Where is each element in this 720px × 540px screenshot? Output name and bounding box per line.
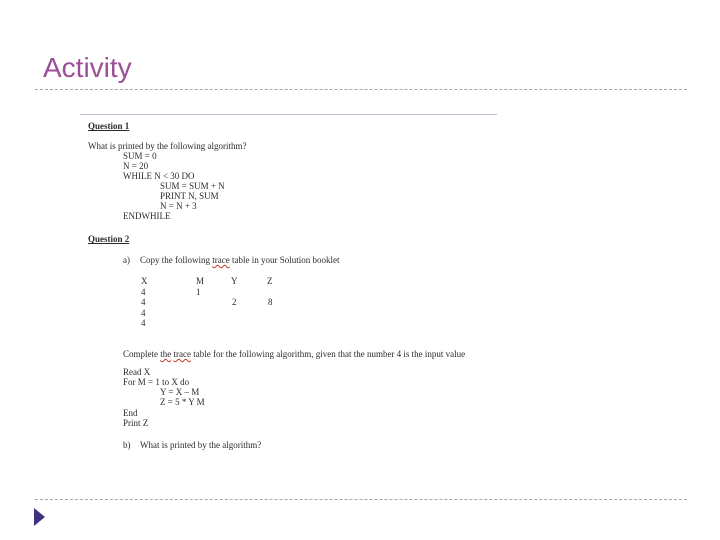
document-image (80, 112, 500, 457)
code-line-2: N = 20 (123, 161, 149, 171)
trace-cell: 4 (141, 308, 146, 318)
code-line-7: ENDWHILE (123, 211, 171, 221)
play-triangle-icon (34, 508, 45, 526)
trace-header-z: Z (267, 276, 273, 286)
top-divider (35, 89, 687, 90)
code-line-1: SUM = 0 (123, 151, 157, 161)
code-line-4: SUM = SUM + N (160, 181, 225, 191)
algorithm-line-4: Z = 5 * Y M (160, 397, 205, 407)
code-line-6: N = N + 3 (160, 201, 197, 211)
trace-cell: 4 (141, 318, 146, 328)
instruction-before: Complete (123, 349, 158, 359)
document-top-rule (80, 114, 497, 115)
part-b-marker: b) (123, 440, 131, 450)
algorithm-line-2: For M = 1 to X do (123, 377, 190, 387)
trace-header-x: X (141, 276, 148, 286)
slide-title: Activity (43, 52, 132, 83)
instruction-after: table for the following algorithm, given that the number 4 is the input value (193, 349, 466, 359)
trace-cell: 8 (268, 297, 273, 307)
complete-instruction (123, 349, 465, 359)
algorithm-line-3: Y = X – M (160, 387, 200, 397)
trace-cell: 4 (141, 297, 146, 307)
instruction-strike-2: trace (173, 349, 191, 359)
algorithm-line-1: Read X (123, 367, 151, 377)
part-a-text (140, 255, 339, 265)
trace-cell: 4 (141, 287, 146, 297)
trace-cell: 1 (196, 287, 201, 297)
part-a-text-before: Copy the following (140, 255, 210, 265)
code-line-3: WHILE N < 30 DO (123, 171, 195, 181)
trace-header-m: M (196, 276, 205, 286)
part-b-text: What is printed by the algorithm? (140, 440, 262, 450)
trace-cell: 2 (232, 297, 237, 307)
instruction-strike-1: the (160, 349, 172, 359)
question-1-prompt: What is printed by the following algorithm? (88, 141, 247, 151)
bottom-divider (35, 499, 687, 500)
trace-header-y: Y (231, 276, 238, 286)
part-a-text-squiggle: trace (212, 255, 230, 265)
code-line-5: PRINT N, SUM (160, 191, 219, 201)
question-1-heading: Question 1 (88, 121, 130, 131)
algorithm-line-6: Print Z (123, 418, 149, 428)
part-a-text-after: table in your Solution booklet (231, 255, 340, 265)
question-2-heading: Question 2 (88, 234, 130, 244)
part-a-marker: a) (123, 255, 130, 265)
algorithm-line-5: End (123, 408, 138, 418)
